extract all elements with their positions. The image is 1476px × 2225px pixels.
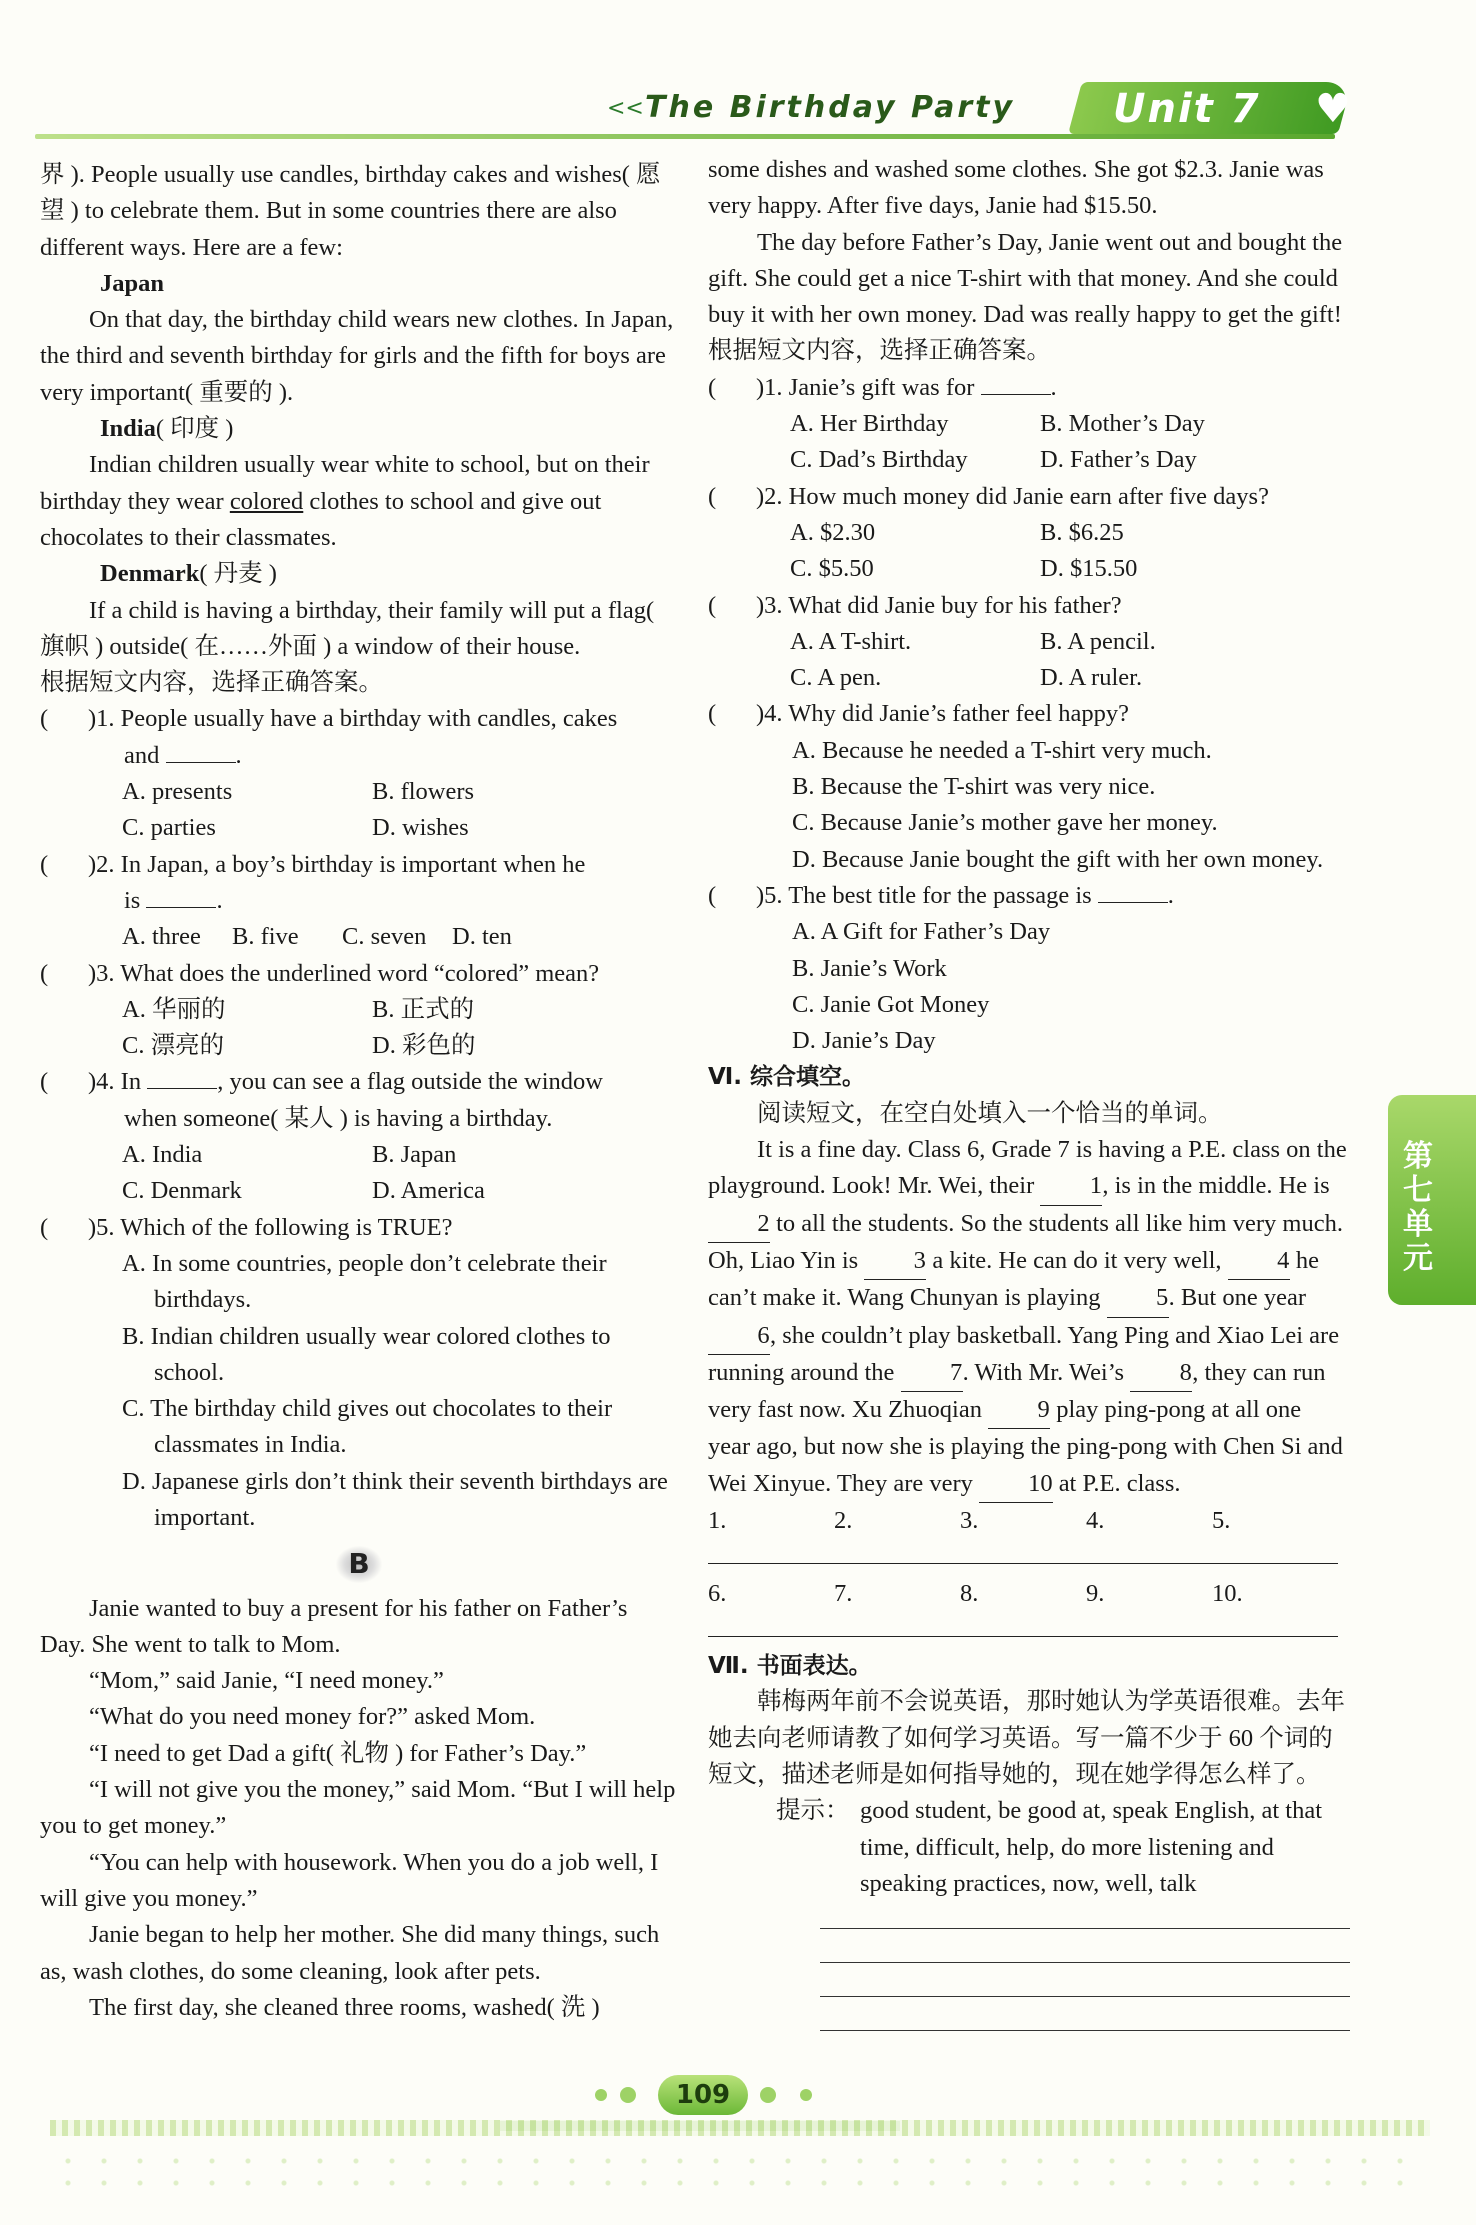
answer-item[interactable]: 1. (708, 1503, 834, 1576)
unit-label: Unit 7 (1113, 86, 1261, 132)
section-6-heading: Ⅵ. 综合填空。 (708, 1064, 866, 1091)
question-1: ( )1. Janie’s gift was for . (708, 373, 1057, 401)
question-4-cont: when someone( 某人 ) is having a birthday. (124, 1104, 553, 1132)
question-1-options: A. Her Birthday B. Mother’s Day (790, 410, 1205, 438)
cloze-blank[interactable]: 5 (1107, 1280, 1169, 1317)
writing-line[interactable] (820, 1928, 1350, 1929)
answer-item[interactable]: 4. (1086, 1503, 1212, 1576)
instruction: 根据短文内容，选择正确答案。 (708, 337, 1051, 365)
unit-side-tab-label: 第七单元 (1403, 1139, 1433, 1276)
cloze-blank[interactable]: 2 (708, 1206, 770, 1243)
passage-b-marker: B (40, 1546, 678, 1582)
answer-row (708, 1576, 1348, 1649)
answer-item[interactable]: 8. (960, 1576, 1086, 1649)
question-2: ( )2. In Japan, a boy’s birthday is important when he (40, 850, 586, 878)
question-1-cont: and . (124, 741, 242, 769)
decor-dot (800, 2089, 812, 2101)
cloze-blank[interactable]: 1 (1040, 1168, 1102, 1205)
question-5-option: D. Janie’s Day (792, 1027, 936, 1055)
cloze-blank[interactable]: 8 (1130, 1355, 1192, 1392)
cloze-blank[interactable]: 3 (864, 1243, 926, 1280)
story-paragraph: The day before Father’s Day, Janie went out and bought the gift. She could get a nice T-shirt with that money. And she could buy it with her own money. Dad was really happy to get the gift! (708, 228, 1343, 329)
writing-line[interactable] (820, 2030, 1350, 2031)
india-text: Indian children usually wear white to school, but on their birthday they wear colored clothes to school and give out chocolates to their classmates. (40, 451, 650, 551)
question-2-options: A. $2.30 B. $6.25 (790, 518, 1124, 546)
writing-line[interactable] (820, 1996, 1350, 1997)
question-5-option: B. Janie’s Work (792, 954, 947, 982)
answer-row (708, 1503, 1348, 1576)
denmark-heading: Denmark( 丹麦 ) (100, 560, 277, 588)
answer-blank[interactable] (146, 907, 216, 908)
decorative-border (50, 2120, 1430, 2136)
japan-heading: Japan (100, 269, 165, 297)
answer-item[interactable]: 7. (834, 1576, 960, 1649)
story-paragraph: “What do you need money for?” asked Mom. (89, 1703, 536, 1731)
answer-item[interactable]: 2. (834, 1503, 960, 1576)
question-5-option: B. Indian children usually wear colored clothes to school. (122, 1322, 611, 1386)
writing-line[interactable] (820, 1962, 1350, 1963)
hint-text: good student, be good at, speak English, at that time, difficult, help, do more listening and speaking practices, now, well, talk (860, 1797, 1323, 1897)
answer-item[interactable]: 9. (1086, 1576, 1212, 1649)
story-paragraph: Janie began to help her mother. She did many things, such as, wash clothes, do some cleaning, look after pets. (40, 1921, 660, 1985)
denmark-text: If a child is having a birthday, their family will put a flag( 旗帜 ) outside( 在……外面 ) a window of their house. (40, 596, 655, 660)
question-3-options: A. A T-shirt. B. A pencil. (790, 627, 1156, 655)
question-3-options: C. A pen. D. A ruler. (790, 664, 1143, 692)
question-5: ( )5. Which of the following is TRUE? (40, 1213, 453, 1241)
cloze-blank[interactable]: 9 (988, 1392, 1050, 1429)
answer-item[interactable]: 5. (1212, 1503, 1338, 1576)
question-1: ( )1. People usually have a birthday with candles, cakes (40, 705, 618, 733)
story-paragraph: The first day, she cleaned three rooms, washed( 洗 ) (89, 1993, 600, 2021)
underlined-word: colored (229, 487, 304, 515)
question-4-options: C. Denmark D. America (122, 1177, 485, 1205)
question-4-options: A. India B. Japan (122, 1141, 457, 1169)
story-paragraph: “You can help with housework. When you do a job well, I will give you money.” (40, 1848, 659, 1912)
question-4-option: B. Because the T-shirt was very nice. (792, 773, 1156, 801)
answer-blank[interactable] (981, 394, 1051, 395)
cloze-blank[interactable]: 7 (901, 1355, 963, 1392)
section-7-heading: Ⅶ. 书面表达。 (708, 1653, 872, 1680)
question-5-option: A. A Gift for Father’s Day (792, 918, 1051, 946)
india-heading: India( 印度 ) (100, 415, 234, 443)
decorative-dots (50, 2150, 1430, 2190)
question-3: ( )3. What does the underlined word “colored” mean? (40, 959, 600, 987)
question-2-options: A. three B. five C. seven D. ten (122, 923, 512, 951)
question-4: ( )4. Why did Janie’s father feel happy? (708, 700, 1130, 728)
story-continuation: some dishes and washed some clothes. She got $2.3. Janie was very happy. After five days, Janie had $15.50. (708, 156, 1324, 220)
writing-hint (708, 1793, 1348, 1902)
double-chevron-icon: << (607, 96, 644, 121)
question-3-options: C. 漂亮的 D. 彩色的 (122, 1032, 476, 1060)
heart-icon: ♥ (1315, 86, 1351, 132)
section-6-instruction: 阅读短文，在空白处填入一个恰当的单词。 (757, 1099, 1223, 1127)
story-paragraph: “I need to get Dad a gift( 礼物 ) for Father’s Day.” (89, 1739, 587, 1767)
instruction: 根据短文内容，选择正确答案。 (40, 669, 383, 697)
question-4-option: A. Because he needed a T-shirt very much. (792, 736, 1212, 764)
story-paragraph: “Mom,” said Janie, “I need money.” (89, 1667, 444, 1695)
answer-blank[interactable] (166, 762, 236, 763)
question-2-options: C. $5.50 D. $15.50 (790, 555, 1138, 583)
answer-item[interactable]: 10. (1212, 1576, 1338, 1649)
cloze-blank[interactable]: 4 (1228, 1243, 1290, 1280)
answer-blank[interactable] (1098, 902, 1168, 903)
question-5-option: D. Japanese girls don’t think their seventh birthdays are important. (122, 1467, 668, 1531)
cloze-passage: It is a fine day. Class 6, Grade 7 is having a P.E. class on the playground. Look! Mr. Wei, their 1, is in the middle. He is 2 to all the students. So the students all like him very much. Oh, Liao Yin is 3 a kite. He can do it very well, 4 he can’t make it. Wang Chunyan is playing 5. But one year 6, she couldn’t play basketball. Yang Ping and Xiao Lei are running around the 7. With Mr. Wei’s 8, they can run very fast now. Xu Zhuoqian 9 play ping-pong at all one year ago, but now she is playing the ping-pong with Chen Si and Wei Xinyue. They are very 10 at P.E. class. (708, 1132, 1348, 1503)
hint-label: 提示： (776, 1797, 850, 1825)
decor-dot (595, 2089, 607, 2101)
question-5-option: C. Janie Got Money (792, 990, 990, 1018)
header-rule (35, 134, 1335, 139)
question-4-option: C. Because Janie’s mother gave her money. (792, 809, 1218, 837)
section-7-prompt: 韩梅两年前不会说英语，那时她认为学英语很难。去年她去向老师请教了如何学习英语。写一篇不少于 60 个词的短文，描述老师是如何指导她的，现在她学得怎么样了。 (708, 1688, 1345, 1789)
question-1-options: C. Dad’s Birthday D. Father’s Day (790, 446, 1197, 474)
question-3: ( )3. What did Janie buy for his father? (708, 591, 1122, 619)
left-column (40, 157, 678, 2026)
question-1-options: C. parties D. wishes (122, 814, 469, 842)
header-title: The Birthday Party (645, 90, 1016, 125)
japan-text: On that day, the birthday child wears new clothes. In Japan, the third and seventh birthday for girls and the fifth for boys are very important( 重要的 ). (40, 306, 674, 406)
page-header (35, 82, 1351, 142)
question-2: ( )2. How much money did Janie earn after five days? (708, 482, 1269, 510)
question-1-options: A. presents B. flowers (122, 778, 475, 806)
story-paragraph: Janie wanted to buy a present for his father on Father’s Day. She went to talk to Mom. (40, 1594, 628, 1658)
question-5: ( )5. The best title for the passage is . (708, 881, 1174, 909)
cloze-blank[interactable]: 10 (979, 1466, 1053, 1503)
answer-blank[interactable] (147, 1088, 217, 1089)
right-column (708, 152, 1348, 1902)
question-3-options: A. 华丽的 B. 正式的 (122, 995, 475, 1023)
story-paragraph: “I will not give you the money,” said Mom. “But I will help you to get money.” (40, 1776, 676, 1840)
answer-item[interactable]: 3. (960, 1503, 1086, 1576)
question-5-option: C. The birthday child gives out chocolates to their classmates in India. (122, 1395, 613, 1459)
passage-a-intro: 界 ). People usually use candles, birthday cakes and wishes( 愿望 ) to celebrate them. But in some countries there are also different ways. Here are a few: (40, 161, 661, 261)
question-2-cont: is . (124, 886, 223, 914)
question-4-option: D. Because Janie bought the gift with her own money. (792, 845, 1324, 873)
page-number: 109 (658, 2075, 748, 2115)
answer-item[interactable]: 6. (708, 1576, 834, 1649)
question-5-option: A. In some countries, people don’t celebrate their birthdays. (122, 1249, 607, 1314)
cloze-blank[interactable]: 6 (708, 1318, 770, 1355)
question-4: ( )4. In , you can see a flag outside the window (40, 1068, 603, 1096)
decor-dot (620, 2087, 636, 2103)
decor-dot (760, 2087, 776, 2103)
